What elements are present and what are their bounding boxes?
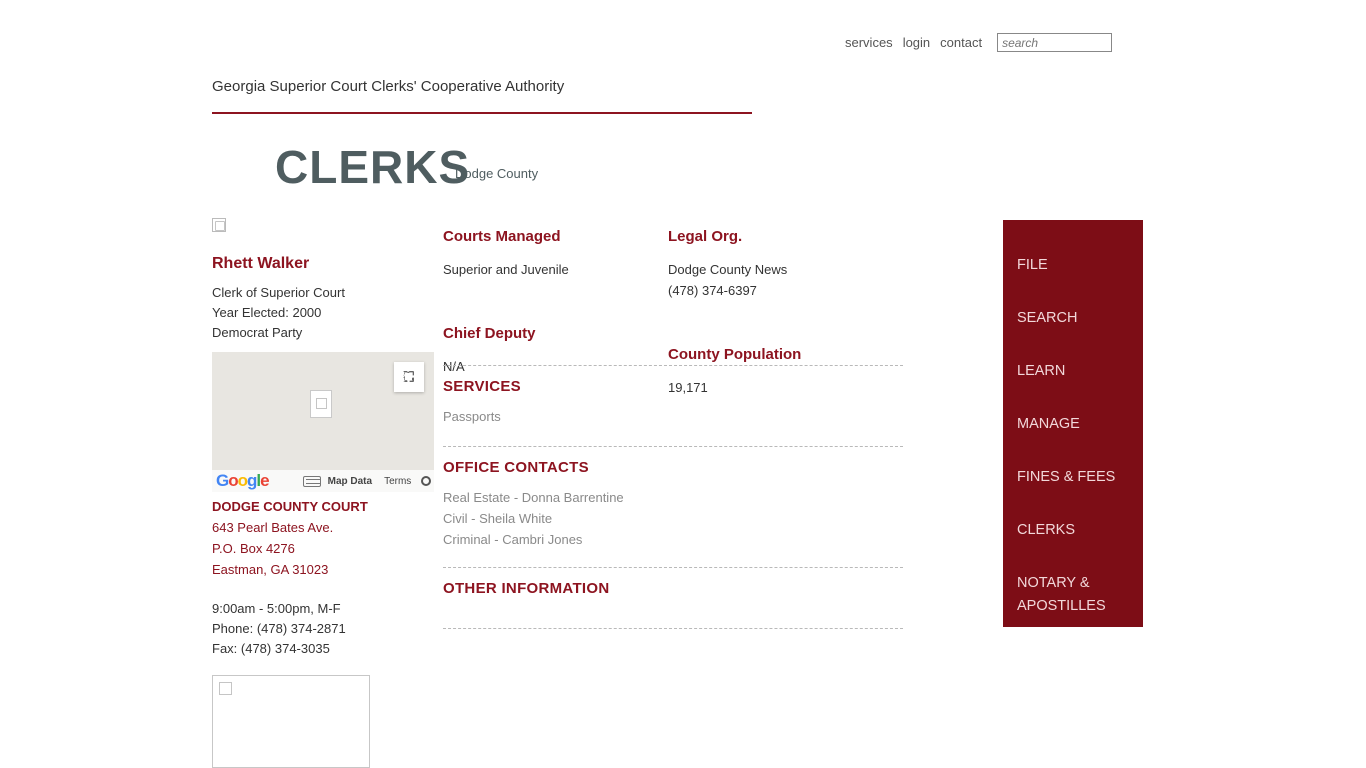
courts-managed-heading: Courts Managed <box>443 228 561 245</box>
office-contact-item: Criminal - Cambri Jones <box>443 532 583 547</box>
services-section <box>443 378 903 424</box>
address-po-box[interactable]: P.O. Box 4276 <box>212 541 295 556</box>
nav-link-login[interactable]: login <box>902 35 931 50</box>
map-marker-icon <box>310 390 332 418</box>
brand-divider <box>212 112 752 114</box>
clerk-info <box>212 218 437 343</box>
address-city-state-zip[interactable]: Eastman, GA 31023 <box>212 562 329 577</box>
office-fax: Fax: (478) 374-3035 <box>212 641 330 656</box>
divider-other-information <box>443 567 903 568</box>
office-contact-item: Real Estate - Donna Barrentine <box>443 490 624 505</box>
office-contact-item: Civil - Sheila White <box>443 511 553 526</box>
legal-column <box>668 228 898 397</box>
map-terms-link[interactable]: Terms <box>384 475 412 487</box>
nav-link-services[interactable]: services <box>845 35 893 50</box>
clerk-photo-icon <box>212 218 226 232</box>
nav-link-contact[interactable]: contact <box>940 35 983 50</box>
keyboard-shortcuts-icon[interactable] <box>303 476 321 487</box>
gear-icon[interactable] <box>421 476 431 486</box>
side-menu-item-notary-apostilles[interactable]: NOTARY & APOSTILLES <box>1017 575 1106 614</box>
side-menu-item-search[interactable]: SEARCH <box>1017 310 1078 326</box>
top-navigation <box>845 33 1112 52</box>
office-contacts-heading: OFFICE CONTACTS <box>443 459 589 476</box>
chief-deputy-value: N/A <box>443 359 465 374</box>
side-menu-item-clerks[interactable]: CLERKS <box>1017 522 1076 538</box>
court-address <box>212 499 442 577</box>
services-item: Passports <box>443 409 501 424</box>
side-menu-item-learn[interactable]: LEARN <box>1017 363 1066 379</box>
courts-managed-value: Superior and Juvenile <box>443 262 569 277</box>
office-phone: Phone: (478) 374-2871 <box>212 621 346 636</box>
county-population-value: 19,171 <box>668 380 708 395</box>
side-menu-item-manage[interactable]: MANAGE <box>1017 416 1080 432</box>
legal-org-name: Dodge County News <box>668 262 788 277</box>
courts-column <box>443 228 653 376</box>
other-information-section <box>443 580 903 597</box>
footer-image-placeholder <box>212 675 370 768</box>
clerk-year-elected: Year Elected: 2000 <box>212 305 322 320</box>
site-title: Georgia Superior Court Clerks' Cooperative Authority <box>212 78 565 95</box>
office-contacts-section <box>443 459 903 547</box>
divider-bottom <box>443 628 903 629</box>
side-menu-panel <box>1003 220 1143 627</box>
map-footer <box>212 470 434 492</box>
office-hours: 9:00am - 5:00pm, M-F <box>212 601 341 616</box>
side-menu-item-file[interactable]: FILE <box>1017 257 1048 273</box>
search-input[interactable] <box>997 33 1112 52</box>
location-map[interactable] <box>212 352 434 492</box>
other-information-heading: OTHER INFORMATION <box>443 580 610 597</box>
services-heading: SERVICES <box>443 378 521 395</box>
county-population-heading: County Population <box>668 346 802 363</box>
county-label: Dodge County <box>455 166 539 181</box>
address-street[interactable]: 643 Pearl Bates Ave. <box>212 520 334 535</box>
court-name: DODGE COUNTY COURT <box>212 499 368 514</box>
page-title: CLERKS <box>275 141 471 193</box>
divider-services <box>443 365 903 366</box>
clerk-name: Rhett Walker <box>212 255 310 272</box>
clerk-party: Democrat Party <box>212 325 303 340</box>
legal-org-heading: Legal Org. <box>668 228 743 245</box>
chief-deputy-heading: Chief Deputy <box>443 325 536 342</box>
map-fullscreen-button[interactable] <box>394 362 424 392</box>
divider-office-contacts <box>443 446 903 447</box>
legal-org-phone: (478) 374-6397 <box>668 283 757 298</box>
office-hours-block <box>212 599 346 659</box>
side-menu-item-fines-fees[interactable]: FINES & FEES <box>1017 469 1116 485</box>
map-data-label[interactable]: Map Data <box>327 475 373 487</box>
google-logo: Google <box>216 471 269 490</box>
clerk-role: Clerk of Superior Court <box>212 285 345 300</box>
